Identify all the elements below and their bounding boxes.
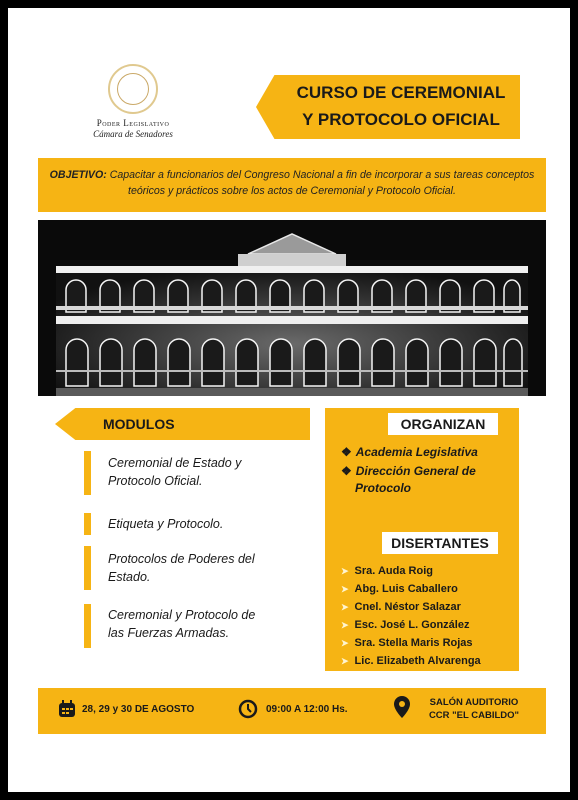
organizer-item-2-line-2: Protocolo (355, 481, 411, 495)
chevron-right-icon: ➤ (341, 620, 349, 630)
module-item-3 (108, 550, 318, 586)
speaker-item (341, 653, 521, 669)
speaker-name: Cnel. Néstor Salazar (354, 601, 461, 613)
speaker-name: Esc. José L. González (354, 619, 470, 631)
chevron-right-icon: ➤ (341, 602, 349, 612)
chevron-right-icon: ➤ (341, 566, 349, 576)
location-pin-icon (394, 696, 410, 718)
event-dates: 28, 29 y 30 DE AGOSTO (82, 704, 195, 715)
event-time: 09:00 A 12:00 Hs. (266, 704, 348, 715)
module-marker (84, 546, 91, 590)
org-line-2: Cámara de Senadores (93, 129, 173, 139)
org-line-1: Poder Legislativo (96, 118, 170, 128)
module-item-1-line-2: Protocolo Oficial. (108, 474, 203, 488)
diamond-bullet-icon: ❖ (341, 445, 352, 459)
organizer-item-1 (341, 444, 521, 461)
module-item-2 (108, 515, 318, 533)
speaker-item (341, 635, 521, 651)
title-line-2: Y PROTOCOLO OFICIAL (302, 110, 500, 129)
module-item-1-line-1: Ceremonial de Estado y (108, 456, 242, 470)
calendar-icon (58, 700, 76, 718)
modules-banner (55, 408, 310, 440)
speaker-name: Sra. Auda Roig (354, 565, 433, 577)
speaker-name: Abg. Luis Caballero (354, 583, 458, 595)
module-item-2-line-1: Etiqueta y Protocolo. (108, 517, 224, 531)
speaker-name: Sra. Stella Maris Rojas (354, 637, 473, 649)
module-marker (84, 513, 91, 535)
chevron-right-icon: ➤ (341, 638, 349, 648)
speaker-item (341, 581, 521, 597)
module-item-4 (108, 606, 318, 642)
objective-label: OBJETIVO: (49, 169, 107, 181)
title-line-1: CURSO DE CEREMONIAL (296, 83, 506, 102)
module-marker (84, 604, 91, 648)
organizer-item-2 (341, 463, 521, 497)
module-item-1 (108, 454, 318, 490)
chevron-right-icon: ➤ (341, 656, 349, 666)
objective-box (38, 158, 546, 212)
module-item-4-line-2: las Fuerzas Armadas. (108, 626, 230, 640)
speaker-item (341, 599, 521, 615)
module-item-3-line-2: Estado. (108, 570, 151, 584)
speaker-item (341, 617, 521, 633)
speaker-name: Lic. Elizabeth Alvarenga (354, 655, 481, 667)
venue-line-2: CCR "EL CABILDO" (428, 710, 520, 721)
diamond-bullet-icon: ❖ (341, 464, 352, 478)
modules-title: MODULOS (103, 416, 175, 432)
module-item-3-line-1: Protocolos de Poderes del (108, 552, 255, 566)
speaker-item (341, 563, 521, 579)
course-title (286, 79, 516, 133)
cabildo-building-image (38, 220, 546, 396)
clock-icon (238, 699, 258, 719)
chevron-right-icon: ➤ (341, 584, 349, 594)
flyer (8, 8, 570, 792)
event-venue (414, 696, 534, 722)
venue-line-1: SALÓN AUDITORIO (429, 697, 519, 708)
module-item-4-line-1: Ceremonial y Protocolo de (108, 608, 256, 622)
organizer-item-2-line-1: Dirección General de (355, 464, 476, 478)
speakers-title: DISERTANTES (382, 532, 498, 554)
module-marker (84, 451, 91, 495)
building-photo (38, 220, 546, 396)
organizers-title: ORGANIZAN (388, 413, 498, 435)
organizer-item-1-text: Academia Legislativa (355, 445, 478, 459)
objective-text: Capacitar a funcionarios del Congreso Nacional a fin de incorporar a sus tareas conceptos teóricos y prácticos sobre los actos de Ceremonial y Protocolo Oficial. (109, 169, 535, 197)
senate-seal-icon (108, 64, 158, 114)
